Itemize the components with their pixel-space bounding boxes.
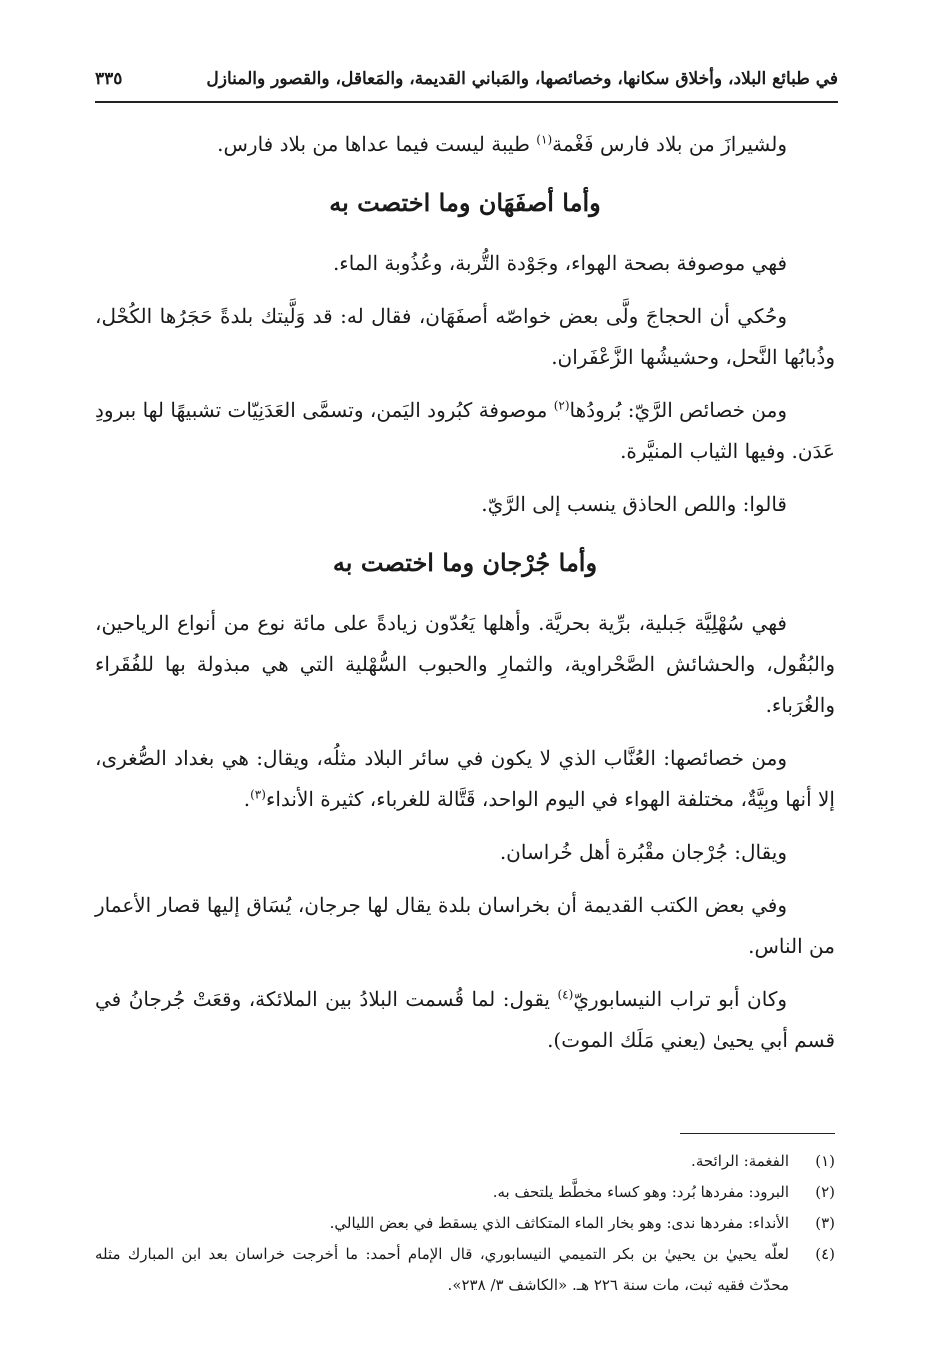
footnote-text: الأنداء: مفردها ندى: وهو بخار الماء المتكاثف الذي يسقط في بعض الليالي.: [329, 1214, 789, 1232]
paragraph-text: ولشيرازَ من بلاد فارس فَغْمة: [552, 132, 787, 156]
paragraph-text: ومن خصائصها: العُنَّاب الذي لا يكون في سائر البلاد مثلُه، ويقال: هي بغداد الصُّغرى، إلا أنها وبِيَّةٌ، مختلفة الهواء في اليوم الواحد، قَتَّالة للغرباء، كثيرة الأنداء: [95, 746, 835, 811]
footnote-item: [95, 1208, 835, 1239]
paragraph-rayy-saying: قالوا: واللص الحاذق ينسب إلى الرَّيّ.: [481, 492, 787, 516]
paragraph-isfahan-description: فهي موصوفة بصحة الهواء، وجَوْدة التُّربة، وعُذُوبة الماء.: [332, 251, 787, 275]
footnote-number: (٢): [815, 1183, 835, 1201]
page-number: ٣٣٥: [95, 69, 123, 89]
paragraph-jurjan-description: فهي سُهْلِيَّة جَبلية، برِّية بحريَّة. وأهلها يَعُدّون زيادةً على مائة نوع من أنواع الرياحين، والبُقُول، والحشائش الصَّحْراوية، والثمارِ والحبوب السُّهْلية التي هي مبذولة بها للفُقَراء والغُرَباء.: [95, 611, 835, 717]
paragraph-rayy-features: [95, 390, 835, 472]
paragraph-shiraz: [95, 124, 835, 165]
footnote-text: البرود: مفردها بُرد: وهو كساء مخطَّط يلتحف به.: [492, 1183, 789, 1201]
paragraph-hajjaj-anecdote: وحُكي أن الحجاجَ ولَّى بعض خواصّه أصفَهَان، فقال له: قد وَلَّيتك بلدةً حَجَرُها الكُحْل، وذُبابُها النَّحل، وحشيشُها الزَّعْفَران.: [95, 304, 835, 369]
footnote-ref-1[interactable]: (١): [536, 132, 553, 147]
paragraph-jurjan-saying: ويقال: جُرْجان مقْبُرة أهل خُراسان.: [499, 840, 787, 864]
paragraph-jurjan-features: [95, 738, 835, 820]
footnote-rule: [680, 1133, 835, 1134]
footnote-ref-4[interactable]: (٤): [557, 987, 574, 1002]
header-rule: [95, 101, 838, 103]
footnote-number: (٤): [815, 1245, 835, 1263]
paragraph-abu-turab: [95, 979, 835, 1061]
footnote-number: (١): [815, 1152, 835, 1170]
footnote-text: لعلّه يحييٰ بن يحييٰ بن بكر التميمي النيسابوري، قال الإمام أحمد: ما أخرجت خراسان بعد ابن المبارك مثله محدّث فقيه ثبت، مات سنة ٢٢٦ هـ. «الكاشف ٣/ ٢٣٨».: [95, 1245, 789, 1294]
paragraph-text: موصوفة كبُرود اليَمن، وتسمَّى العَدَنِيّات تشبيهًا لها ببرودِ عَدَن. وفيها الثياب المنيَّرة.: [95, 398, 835, 463]
paragraph-text: ومن خصائص الرَّيّ: بُرودُها: [569, 398, 788, 422]
footnote-ref-3[interactable]: (٣): [250, 787, 266, 802]
main-text: [95, 124, 835, 1073]
paragraph-text: .: [243, 787, 251, 811]
footnote-number: (٣): [815, 1214, 835, 1232]
running-header: [95, 62, 838, 96]
paragraph-text: طيبة ليست فيما عداها من بلاد فارس.: [217, 132, 537, 156]
section-heading-isfahan: وأما أصفَهَان وما اختصت به: [329, 188, 601, 217]
footnotes: [95, 1146, 835, 1301]
footnote-ref-2[interactable]: (٢): [553, 398, 570, 413]
footnote-item: [95, 1177, 835, 1208]
footnote-text: الفغمة: الرائحة.: [691, 1152, 789, 1170]
section-heading-jurjan: وأما جُرْجان وما اختصت به: [332, 548, 598, 577]
footnote-item: [95, 1146, 835, 1177]
footnote-item: [95, 1239, 835, 1301]
running-title: في طبائع البلاد، وأخلاق سكانها، وخصائصها، والمَباني القديمة، والمَعاقل، والقصور والمنازل: [206, 69, 838, 89]
paragraph-old-books: وفي بعض الكتب القديمة أن بخراسان بلدة يقال لها جرجان، يُسَاق إليها قصار الأعمار من الناس.: [95, 893, 835, 958]
paragraph-text: وكان أبو تراب النيسابوريّ: [573, 987, 788, 1011]
paragraph-text: يقول: لما قُسمت البلادُ بين الملائكة، وقعَتْ جُرجانُ في قسم أبي يحيىٰ (يعني مَلَك الموت).: [95, 987, 835, 1052]
